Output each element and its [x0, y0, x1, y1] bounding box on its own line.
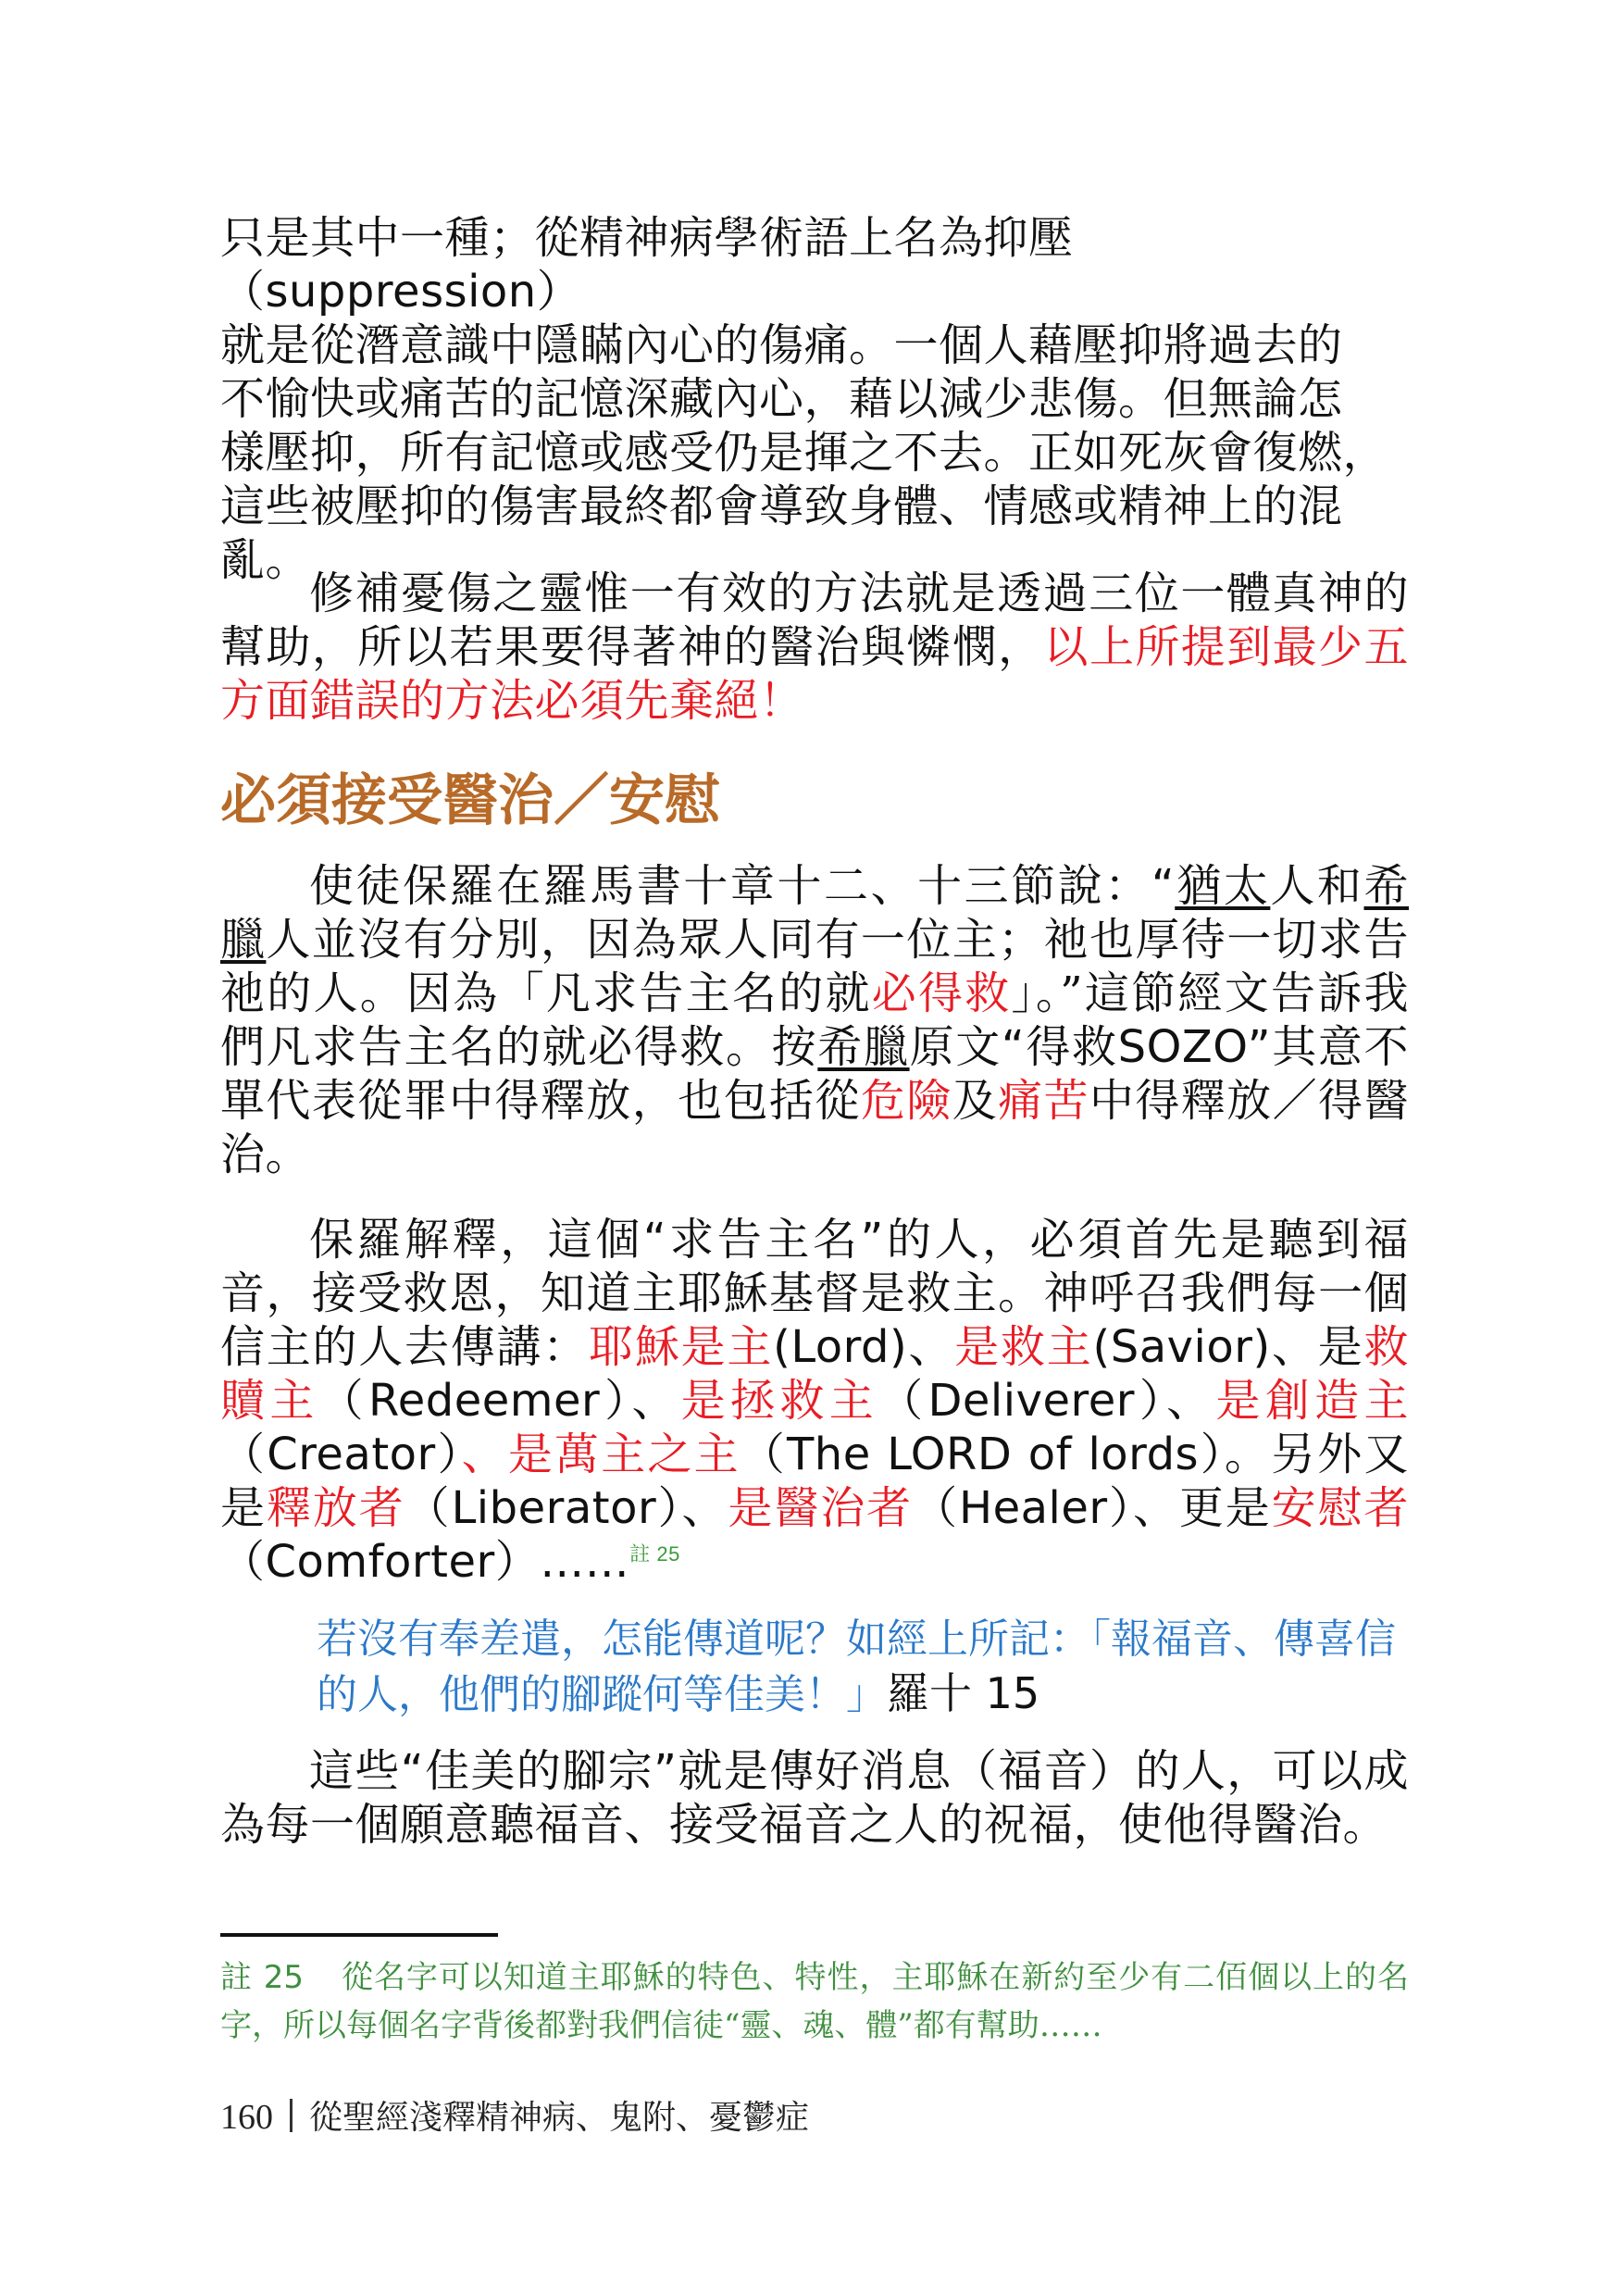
- quoted-emphasis: 必得救: [871, 967, 1012, 1019]
- section-heading-wrap: [220, 768, 1409, 833]
- footnote-divider: [220, 1933, 498, 1937]
- paragraph-suppression: [220, 211, 1409, 587]
- paragraph-names-of-jesus: [220, 1213, 1409, 1589]
- text-run: (Savior)、是: [1092, 1321, 1364, 1373]
- book-title: 從聖經淺釋精神病、鬼附、憂鬱症: [309, 2099, 810, 2137]
- text-run: 原文“得救SOZO”其意不單代表從罪中得釋放，也包括從: [220, 1021, 1409, 1127]
- line: 只是其中一種；從精神病學術語上名為抑壓（suppression）: [220, 212, 1074, 318]
- text-run: 及: [952, 1075, 999, 1127]
- paragraph-beautiful-feet: [220, 1744, 1409, 1852]
- underlined-term: 希臘: [817, 1021, 910, 1073]
- emphasis-red: 救贖主: [220, 1321, 1409, 1427]
- text-run: （The LORD of lords）。另外又是: [220, 1429, 1409, 1534]
- page-footer: [220, 2094, 809, 2141]
- quoted-term: 猶太: [1175, 860, 1271, 912]
- text-run: ”就是傳好消息（福音）的人，可以成為每一個願意聽福音、接受福音之人的祝福，使他得醫治。: [220, 1745, 1409, 1851]
- quoted-text: 人和: [1270, 860, 1364, 912]
- paragraph-healing-method: [220, 567, 1409, 728]
- line: 就是從潛意識中隱瞞內心的傷痛。一個人藉壓抑將過去的: [220, 319, 1343, 371]
- para-text: 修補憂傷之靈惟一有效的方法就是透過三位一體真神的幫助，所以若果要得著神的醫治與憐憫，: [220, 568, 1409, 673]
- emphasis-red: 耶穌是主: [589, 1321, 774, 1373]
- text-run: （Creator）: [220, 1429, 462, 1480]
- footnote-label: 註 25: [220, 1959, 305, 1996]
- emphasis-red: 是創造主: [1215, 1375, 1409, 1427]
- emphasis-red: 是拯救主: [680, 1375, 879, 1427]
- text-run: 使徒保羅在羅馬書十章十二、十三節說：“: [309, 860, 1176, 912]
- text-run: （Comforter）……: [220, 1536, 630, 1588]
- emphasis-red: 、是萬主之主: [461, 1429, 741, 1480]
- line: 亂。: [220, 534, 311, 586]
- footnote-text: 從名字可以知道主耶穌的特色、特性，主耶穌在新約至少有二佰個以上的名字，所以每個名字背後都對我們信徒“靈、魂、體”都有幫助……: [220, 1959, 1409, 2044]
- text-run: （Healer）、更是: [913, 1482, 1272, 1534]
- line: 樣壓抑，所有記憶或感受仍是揮之不去。正如死灰會復燃，: [220, 427, 1388, 479]
- footnote-marker[interactable]: 註 25: [629, 1542, 680, 1566]
- emphasis-red: 以上所提到最少五方面錯誤的方法必須先棄絕！: [220, 621, 1409, 727]
- text-run: （Deliverer）、: [878, 1375, 1216, 1427]
- paragraph-romans: [220, 859, 1409, 1181]
- footer-separator: [290, 2099, 292, 2132]
- quoted-term: 佳美的腳宗: [424, 1745, 654, 1797]
- emphasis-red: 是救主: [954, 1321, 1093, 1373]
- text-run: 這節經文告訴我們凡求告主名的就必得救。按: [220, 967, 1409, 1073]
- scripture-reference: 羅十 15: [887, 1668, 1040, 1718]
- quoted-text: 」。”: [1011, 967, 1084, 1019]
- text-run: (Lord)、: [773, 1321, 955, 1373]
- text-run: 保羅解釋，這個“: [309, 1214, 667, 1266]
- text-run: ”的人，必須首先是聽到福音，接受救恩，知道主耶穌基督是救主。神呼召我們每一個信主的人去傳講：: [220, 1214, 1409, 1373]
- emphasis-red: 安慰者: [1271, 1482, 1409, 1534]
- quoted-text: 人並沒有分別，因為眾人同有一位主；祂也厚待一切求告祂的人。因為「凡求告主名的就: [220, 914, 1409, 1019]
- scripture-quote: [220, 1613, 1409, 1722]
- section-heading: 必須接受醫治／安慰: [220, 768, 720, 833]
- emphasis-red: 釋放者: [266, 1482, 405, 1534]
- emphasis-red: 是醫治者: [728, 1482, 914, 1534]
- line: 這些被壓抑的傷害最終都會導致身體、情感或精神上的混: [220, 480, 1343, 532]
- text-run: （Redeemer）、: [318, 1375, 681, 1427]
- quoted-term: 求告主名: [666, 1214, 861, 1266]
- line: 不愉快或痛苦的記憶深藏內心，藉以減少悲傷。但無論怎: [220, 373, 1343, 425]
- quote-text: 若沒有奉差遣，怎能傳道呢？如經上所記：「報福音、傳喜信的人，他們的腳蹤何等佳美！」: [317, 1616, 1396, 1718]
- quoted-term: 希臘: [220, 860, 1409, 966]
- emphasis-red: 危險: [860, 1075, 952, 1127]
- text-run: （Liberator）、: [404, 1482, 728, 1534]
- page-number: 160: [220, 2098, 273, 2137]
- text-run: 這些“: [309, 1745, 425, 1797]
- footnote: [220, 1953, 1409, 2050]
- text-run: 中得釋放／得醫治。: [220, 1075, 1409, 1180]
- emphasis-red: 痛苦: [998, 1075, 1089, 1127]
